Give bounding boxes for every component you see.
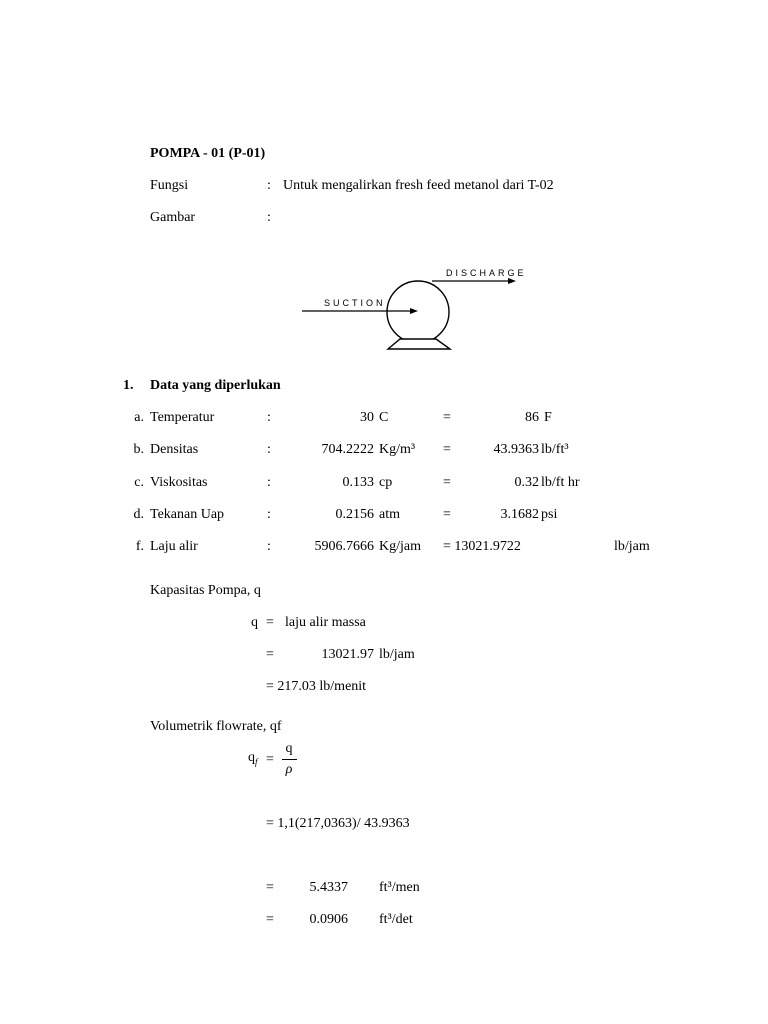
row-value: 0.2156 [335, 507, 374, 522]
row-value: 30 [360, 410, 374, 425]
row-colon: : [267, 507, 271, 522]
volumetrik-unit3: ft³/men [379, 880, 420, 895]
row-conv-value: 3.1682 [500, 507, 539, 522]
row-unit: C [379, 410, 389, 425]
kapasitas-heading: Kapasitas Pompa, q [150, 583, 261, 598]
row-unit: Kg/jam [379, 539, 421, 554]
row-letter: d. [133, 507, 144, 522]
discharge-label: DISCHARGE [446, 268, 527, 278]
row-value: 5906.7666 [314, 539, 374, 554]
row-eq: = [443, 507, 451, 522]
row-eq: = 13021.9722 [443, 539, 521, 554]
row-label: Laju alir [150, 539, 198, 554]
section-heading: Data yang diperlukan [150, 378, 281, 393]
row-label: Viskositas [150, 475, 208, 490]
row-colon: : [267, 539, 271, 554]
kapasitas-eq1: = [266, 615, 274, 630]
volumetrik-lhs-sub: f [255, 756, 258, 767]
row-eq: = [443, 442, 451, 457]
row-label: Densitas [150, 442, 199, 457]
row-unit: atm [379, 507, 400, 522]
kapasitas-unit2: lb/jam [379, 647, 415, 662]
volumetrik-eq: = [266, 752, 274, 767]
kapasitas-q: q [251, 615, 258, 630]
row-unit: Kg/m³ [379, 442, 416, 457]
fungsi-colon: : [267, 178, 271, 193]
fungsi-label: Fungsi [150, 178, 189, 193]
row-conv-value: 43.9363 [493, 442, 539, 457]
row-value: 704.2222 [321, 442, 374, 457]
gambar-colon: : [267, 210, 271, 225]
row-eq: = [443, 475, 451, 490]
row-colon: : [267, 442, 271, 457]
row-conv-unit: F [544, 410, 552, 425]
row-colon: : [267, 410, 271, 425]
row-letter: c. [134, 475, 144, 490]
fraction-denominator: ρ [285, 762, 293, 777]
volumetrik-line2: = 1,1(217,0363)/ 43.9363 [266, 816, 410, 831]
fungsi-value: Untuk mengalirkan fresh feed metanol dari T-02 [283, 178, 554, 193]
row-conv-unit: lb/ft³ [541, 442, 569, 457]
pump-base [388, 339, 450, 349]
row-label: Tekanan Uap [150, 507, 225, 522]
row-letter: f. [135, 539, 144, 554]
row-label: Temperatur [150, 410, 215, 425]
row-conv-unit: lb/jam [614, 539, 650, 554]
pump-casing [387, 281, 449, 343]
volumetrik-value4: 0.0906 [309, 912, 348, 927]
discharge-arrowhead [508, 278, 516, 284]
row-conv-unit: lb/ft hr [541, 475, 580, 490]
row-eq: = [443, 410, 451, 425]
volumetrik-eq4: = [266, 912, 274, 927]
suction-label: SUCTION [324, 298, 386, 308]
volumetrik-eq3: = [266, 880, 274, 895]
row-conv-value: 0.32 [514, 475, 539, 490]
row-conv-value: 86 [525, 410, 539, 425]
gambar-label: Gambar [150, 210, 196, 225]
section-number: 1. [123, 378, 134, 393]
row-letter: b. [133, 442, 144, 457]
volumetrik-lhs: $q_f$ [248, 750, 258, 767]
row-letter: a. [134, 410, 144, 425]
row-colon: : [267, 475, 271, 490]
row-conv-unit: psi [541, 507, 558, 522]
fraction-numerator: q [285, 741, 293, 756]
fraction-bar [282, 759, 297, 760]
page-title: POMPA - 01 (P-01) [150, 146, 266, 161]
volumetrik-heading: Volumetrik flowrate, qf [150, 719, 282, 734]
volumetrik-unit4: ft³/det [379, 912, 413, 927]
kapasitas-line3: = 217.03 lb/menit [266, 679, 367, 694]
row-value: 0.133 [342, 475, 374, 490]
volumetrik-value3: 5.4337 [309, 880, 348, 895]
kapasitas-value2: 13021.97 [321, 647, 374, 662]
kapasitas-eq2: = [266, 647, 274, 662]
pump-diagram [290, 262, 530, 354]
kapasitas-rhs1: laju alir massa [285, 615, 366, 630]
row-unit: cp [379, 475, 393, 490]
